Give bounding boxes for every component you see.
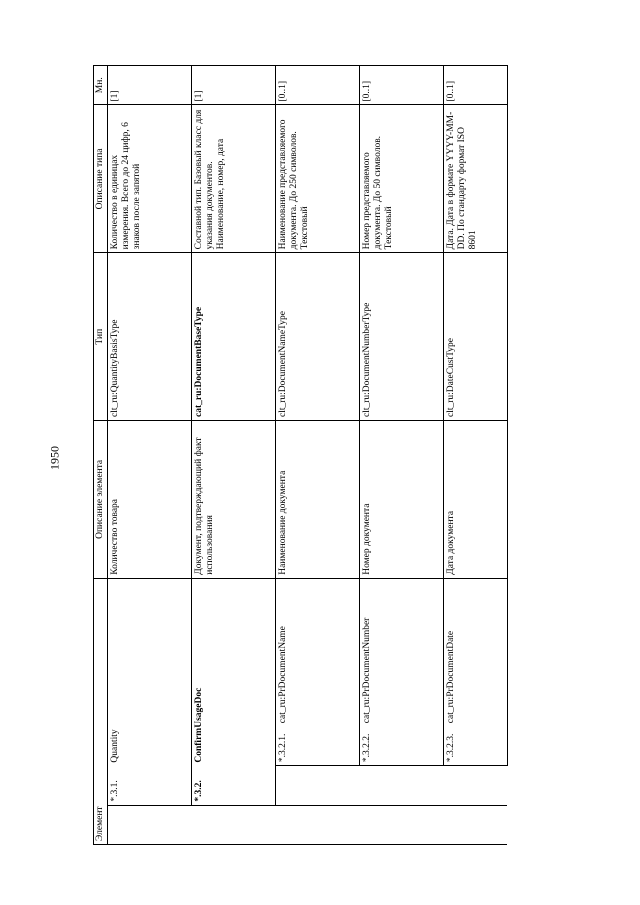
type-desc: Наименование представляемого документа. До 250 символов. Текстовый [275, 105, 359, 253]
type-desc: Номер представляемого документа. До 50 символов. Текстовый [359, 105, 443, 253]
element-name: cat_ru:PrDocumentNumber [359, 578, 443, 726]
table-row [191, 66, 275, 845]
table-row [443, 66, 507, 845]
multiplicity: [0..1] [275, 66, 359, 105]
page-number: 1950 [47, 446, 62, 470]
type-name: clt_ru:DocumentNumberType [359, 253, 443, 421]
rotated-page [93, 65, 507, 845]
multiplicity: [0..1] [443, 66, 507, 105]
type-desc: Количество в единицах измерения. Всего до 24 цифр, 6 знаков после запятой [107, 105, 191, 253]
type-desc: Дата. Дата в формате YYYY-MM-DD. По стандарту формат ISO 8601 [443, 105, 507, 253]
type-desc: Составной тип. Базовый класс для указания документов. Наименование, номер, дата [191, 105, 275, 253]
row-number: *.3.2.3. [443, 726, 507, 765]
multiplicity: [0..1] [359, 66, 443, 105]
page-number-box [40, 438, 70, 478]
element-desc: Количество товара [107, 421, 191, 579]
element-spec-table [93, 65, 508, 845]
table-row [107, 66, 191, 845]
multiplicity: [1] [191, 66, 275, 105]
element-name: Quantity [107, 578, 191, 765]
header-type: Тип [94, 253, 108, 421]
header-mult: Мн. [94, 66, 108, 105]
element-desc: Документ, подтверждающий факт использования [191, 421, 275, 579]
row-number: *.3.2.1. [275, 726, 359, 765]
indent-spacer [107, 805, 507, 844]
row-number: *.3.1. [107, 766, 191, 805]
row-number: *.3.2.2. [359, 726, 443, 765]
type-name: clt_ru:DateCustType [443, 253, 507, 421]
element-desc: Наименование документа [275, 421, 359, 579]
multiplicity: [1] [107, 66, 191, 105]
table-container [93, 65, 507, 845]
element-name: cat_ru:PrDocumentName [275, 578, 359, 726]
type-name: clt_ru:DocumentNameType [275, 253, 359, 421]
header-element: Элемент [94, 578, 108, 844]
row-number: *.3.2. [191, 766, 275, 805]
element-desc: Номер документа [359, 421, 443, 579]
table-row [359, 66, 443, 845]
type-name: cat_ru:DocumentBaseType [191, 253, 275, 421]
type-name: clt_ru:QuantityBasisType [107, 253, 191, 421]
header-type-desc: Описание типа [94, 105, 108, 253]
indent-spacer [275, 766, 507, 805]
header-element-desc: Описание элемента [94, 421, 108, 579]
element-name: cat_ru:PrDocumentDate [443, 578, 507, 726]
element-desc: Дата документа [443, 421, 507, 579]
table-row [275, 66, 359, 845]
element-name: ConfirmUsageDoc [191, 578, 275, 765]
header-row [94, 66, 108, 845]
